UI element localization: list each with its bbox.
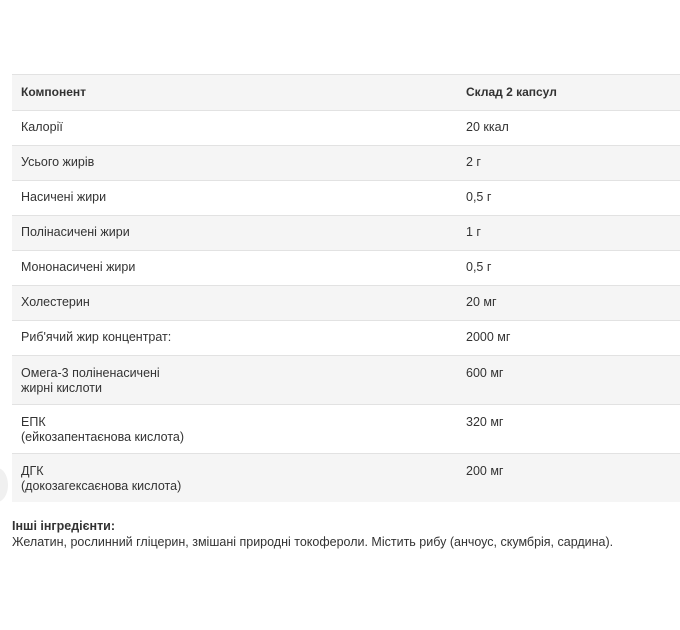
- table-row: [12, 285, 680, 320]
- table-row: [12, 320, 680, 355]
- table-row: [12, 110, 680, 145]
- row-value: 320 мг: [466, 415, 504, 429]
- row-value: 2000 мг: [466, 330, 511, 344]
- row-value: 20 ккал: [466, 120, 509, 134]
- row-name-line: Калорії: [21, 120, 63, 134]
- row-name: [12, 120, 466, 135]
- table-row: [12, 180, 680, 215]
- row-name-line: Усього жирів: [21, 155, 95, 169]
- row-name: [12, 464, 466, 494]
- row-value: 2 г: [466, 155, 481, 169]
- row-name-line: ДГК: [21, 464, 44, 478]
- row-name: [12, 295, 466, 310]
- row-name-line: Насичені жири: [21, 190, 107, 204]
- decorative-circle: [0, 468, 8, 502]
- row-name-line: Риб'ячий жир концентрат:: [21, 330, 172, 344]
- row-name-line: ЕПК: [21, 415, 46, 429]
- table-header: [12, 74, 680, 110]
- row-name: [12, 260, 466, 275]
- other-ingredients-text: Желатин, рослинний гліцерин, змішані природні токофероли. Містить рибу (анчоус, скумбрія, сардина).: [12, 535, 614, 549]
- table-row: [12, 453, 680, 502]
- other-ingredients-title: Інші інгредієнти:: [12, 519, 116, 533]
- header-composition: Склад 2 капсул: [466, 85, 557, 99]
- row-name: [12, 366, 466, 396]
- table-row: [12, 145, 680, 180]
- table-row: [12, 404, 680, 453]
- row-name: [12, 190, 466, 205]
- header-component: Компонент: [21, 85, 86, 99]
- row-name-line: (ейкозапентаєнова кислота): [21, 430, 185, 444]
- table-row: [12, 355, 680, 404]
- row-name-line: Полінасичені жири: [21, 225, 130, 239]
- table-row: [12, 250, 680, 285]
- row-value: 200 мг: [466, 464, 504, 478]
- row-value: 0,5 г: [466, 190, 492, 204]
- row-name: [12, 225, 466, 240]
- table-row: [12, 215, 680, 250]
- row-name-line: жирні кислоти: [21, 381, 102, 395]
- row-name: [12, 415, 466, 445]
- other-ingredients: [12, 518, 672, 550]
- row-value: 0,5 г: [466, 260, 492, 274]
- row-value: 600 мг: [466, 366, 504, 380]
- row-value: 20 мг: [466, 295, 497, 309]
- row-name-line: Мононасичені жири: [21, 260, 136, 274]
- nutrition-table: [12, 74, 680, 502]
- row-name-line: Омега-3 поліненасичені: [21, 366, 160, 380]
- row-value: 1 г: [466, 225, 481, 239]
- row-name-line: (докозагексаєнова кислота): [21, 479, 182, 493]
- row-name: [12, 330, 466, 345]
- row-name: [12, 155, 466, 170]
- row-name-line: Холестерин: [21, 295, 90, 309]
